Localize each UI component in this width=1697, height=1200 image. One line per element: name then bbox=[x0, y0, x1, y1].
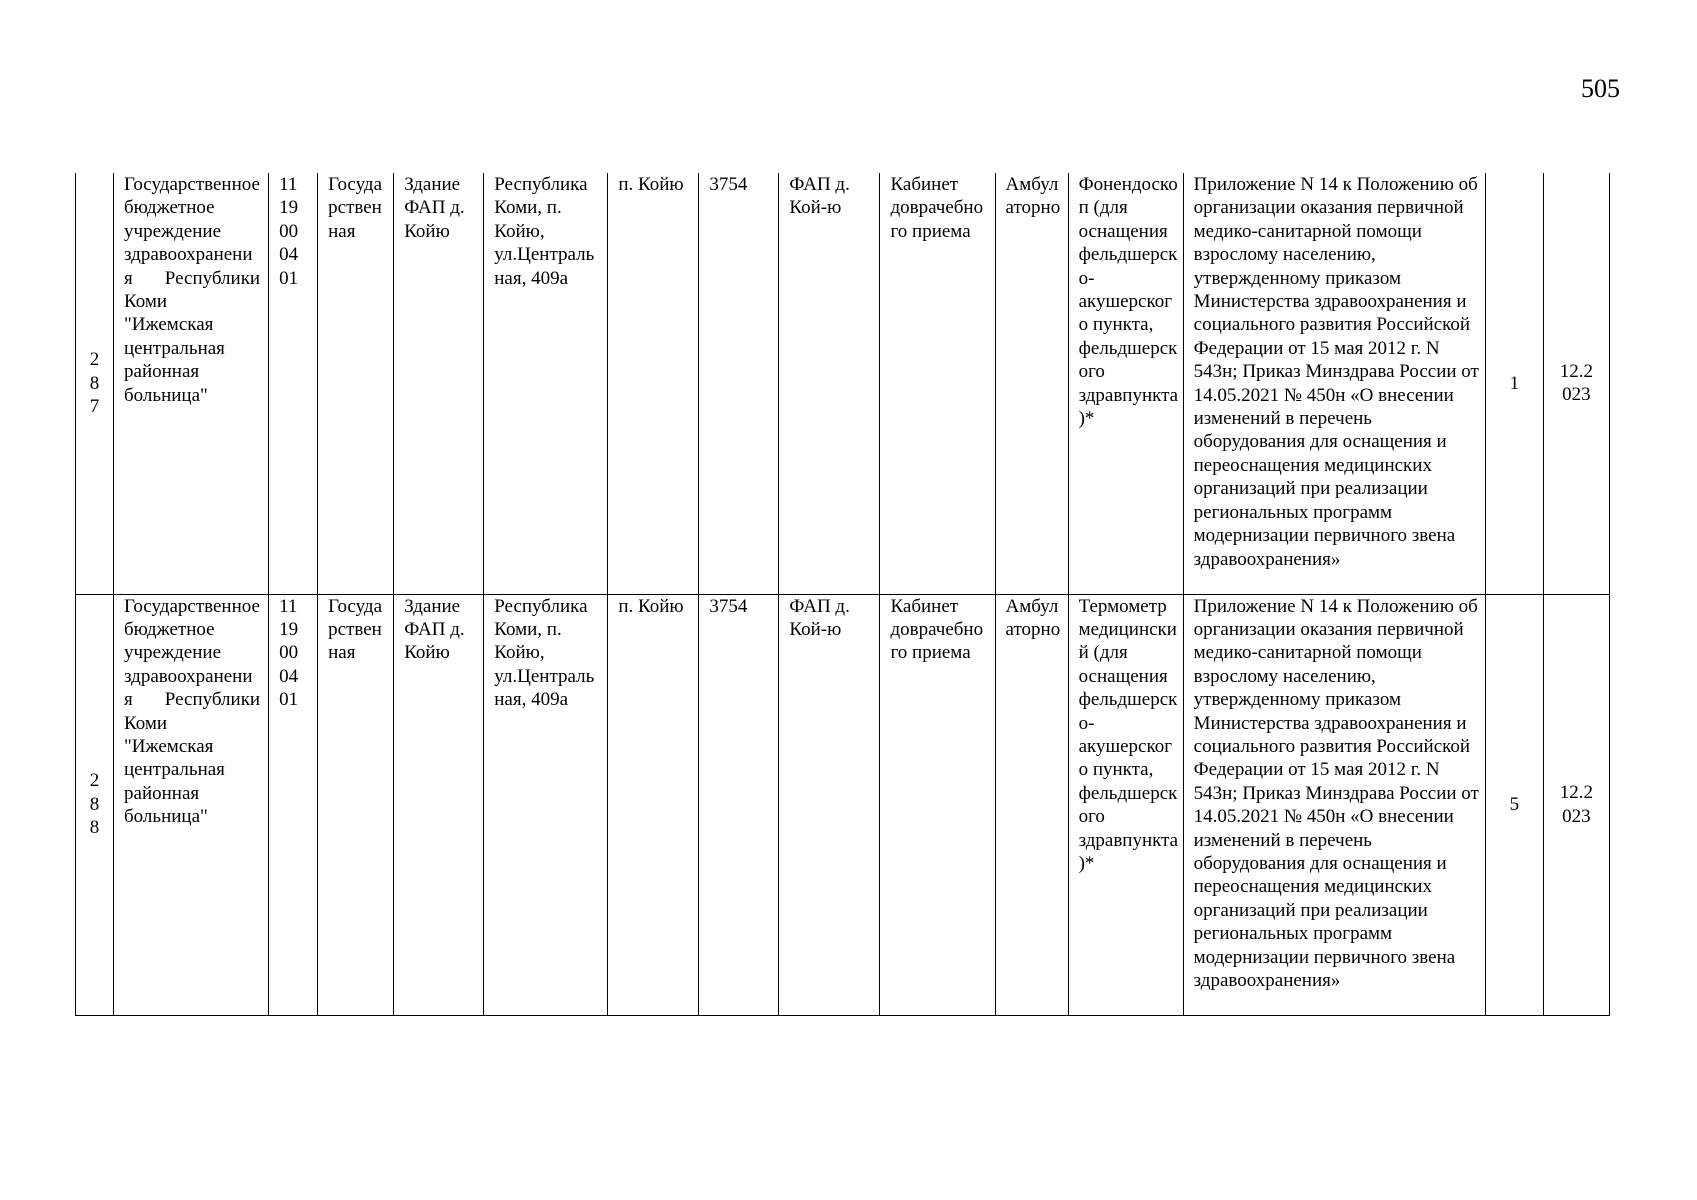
organization-cell: Государственное бюджетное учреждение здравоохранения Республики Коми "Ижемская центральная районная больница" bbox=[114, 594, 269, 1015]
code-cell bbox=[269, 173, 318, 594]
room-cell: Кабинет доврачебного приема bbox=[880, 173, 995, 594]
table-row bbox=[76, 594, 1610, 1015]
ownership-cell: Государственная bbox=[318, 594, 394, 1015]
organization-code: 1119000401 bbox=[279, 174, 299, 289]
ownership-cell: Государственная bbox=[318, 173, 394, 594]
table-row bbox=[76, 173, 1610, 594]
room-cell: Кабинет доврачебного приема bbox=[880, 594, 995, 1015]
equipment-cell: Фонендоскоп (для оснащения фельдшерско-акушерского пункта, фельдшерского здравпункта)* bbox=[1068, 173, 1183, 594]
row-number-cell bbox=[76, 173, 114, 594]
date-cell bbox=[1543, 173, 1609, 594]
page-number: 505 bbox=[1581, 74, 1620, 103]
care-type-cell: Амбулаторно bbox=[995, 173, 1068, 594]
date-value: 12.2023 bbox=[1559, 782, 1594, 827]
population-cell: 3754 bbox=[699, 173, 779, 594]
date-cell bbox=[1543, 594, 1609, 1015]
building-cell: Здание ФАП д. Койю bbox=[394, 173, 484, 594]
settlement-cell: п. Койю bbox=[608, 173, 699, 594]
quantity-cell: 5 bbox=[1485, 594, 1543, 1015]
unit-cell: ФАП д. Кой-ю bbox=[779, 594, 880, 1015]
address-cell: Республика Коми, п. Койю, ул.Центральная, 409а bbox=[484, 173, 608, 594]
address-cell: Республика Коми, п. Койю, ул.Центральная, 409а bbox=[484, 594, 608, 1015]
quantity-cell: 1 bbox=[1485, 173, 1543, 594]
row-number: 288 bbox=[89, 770, 100, 839]
equipment-cell: Термометр медицинский (для оснащения фельдшерско-акушерского пункта, фельдшерского здравпункта)* bbox=[1068, 594, 1183, 1015]
population-cell: 3754 bbox=[699, 594, 779, 1015]
row-number-cell bbox=[76, 594, 114, 1015]
row-number: 287 bbox=[89, 349, 100, 417]
equipment-register-table bbox=[75, 173, 1610, 1016]
building-cell: Здание ФАП д. Койю bbox=[394, 594, 484, 1015]
unit-cell: ФАП д. Кой-ю bbox=[779, 173, 880, 594]
settlement-cell: п. Койю bbox=[608, 594, 699, 1015]
organization-cell: Государственное бюджетное учреждение здравоохранения Республики Коми "Ижемская центральная районная больница" bbox=[114, 173, 269, 594]
care-type-cell: Амбулаторно bbox=[995, 594, 1068, 1015]
date-value: 12.2023 bbox=[1559, 360, 1594, 406]
code-cell bbox=[269, 594, 318, 1015]
organization-code: 1119000401 bbox=[279, 595, 299, 711]
basis-cell: Приложение N 14 к Положению об организации оказания первичной медико-санитарной помощи взрослому населению, утвержденному приказом Министерства здравоохранения и социального развития Российской Федерации от 15 мая 2012 г. N 543н; Приказ Минздрава России от 14.05.2021 № 450н «О внесении изменений в перечень оборудования для оснащения и переоснащения медицинских организаций при реализации региональных программ модернизации первичного звена здравоохранения» bbox=[1183, 594, 1485, 1015]
basis-cell: Приложение N 14 к Положению об организации оказания первичной медико-санитарной помощи взрослому населению, утвержденному приказом Министерства здравоохранения и социального развития Российской Федерации от 15 мая 2012 г. N 543н; Приказ Минздрава России от 14.05.2021 № 450н «О внесении изменений в перечень оборудования для оснащения и переоснащения медицинских организаций при реализации региональных программ модернизации первичного звена здравоохранения» bbox=[1183, 173, 1485, 594]
